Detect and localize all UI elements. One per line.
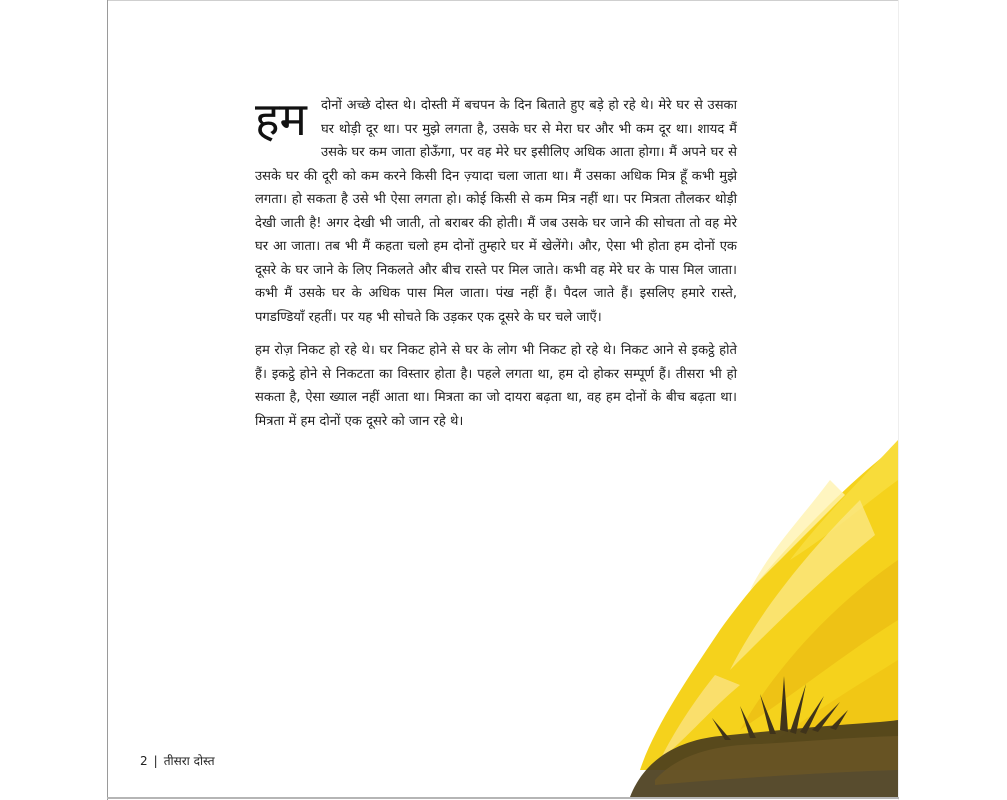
page-left-edge — [107, 0, 108, 800]
page-top-edge — [107, 0, 899, 1]
page-footer — [140, 752, 215, 769]
page-right-edge — [898, 0, 899, 800]
footer-separator: | — [153, 754, 158, 768]
paragraph-1-text: दोनों अच्छे दोस्त थे। दोस्ती में बचपन के दिन बिताते हुए बड़े हो रहे थे। मेरे घर से उसका घर थोड़ी दूर था। पर मुझे लगता है, उसके घर से मेरा घर और भी कम दूर था। शायद मैं उसके घर कम जाता होऊँगा, पर वह मेरे घर इसीलिए अधिक आता होगा। मैं अपने घर से उसके घर की दूरी को कम करने किसी दिन ज़्यादा चला जाता था। मैं उसका अधिक मित्र हूँ कभी मुझे लगता। हो सकता है उसे भी ऐसा लगता हो। कोई किसी से कम मित्र नहीं था। पर मित्रता तौलकर थोड़ी देखी जाती है! अगर देखी भी जाती, तो बराबर की होती। मैं जब उसके घर जाने की सोचता तो वह मेरे घर आ जाता। तब भी मैं कहता चलो हम दोनों तुम्हारे घर में खेलेंगे। और, ऐसा भी होता हम दोनों एक दूसरे के घर जाने के लिए निकलते और बीच रास्ते पर मिल जाते। कभी वह मेरे घर के पास मिल जाता। कभी मैं उसके घर के अधिक पास मिल जाता। पंख नहीं हैं। पैदल जाते हैं। इसलिए हमारे रास्ते, पगडण्डियाँ रहतीं। पर यह भी सोचते कि उड़कर एक दूसरे के घर चले जाएँ। — [255, 98, 738, 325]
paragraph-1 — [255, 94, 737, 329]
drop-cap: हम — [255, 92, 307, 146]
yellow-paint-grass-illustration — [600, 440, 898, 797]
book-title: तीसरा दोस्त — [163, 754, 215, 768]
story-text — [255, 94, 737, 433]
page-bottom-edge — [107, 797, 899, 799]
paragraph-2: हम रोज़ निकट हो रहे थे। घर निकट होने से घर के लोग भी निकट हो रहे थे। निकट आने से इकट्ठे होते हैं। इकट्ठे होने से निकटता का विस्तार होता है। पहले लगता था, हम दो होकर सम्पूर्ण हैं। तीसरा भी हो सकता है, ऐसा ख्याल नहीं आता था। मित्रता का जो दायरा बढ़ता था, वह हम दोनों के बीच बढ़ता था। मित्रता में हम दोनों एक दूसरे को जान रहे थे। — [255, 343, 737, 429]
page-number: 2 — [140, 754, 148, 768]
